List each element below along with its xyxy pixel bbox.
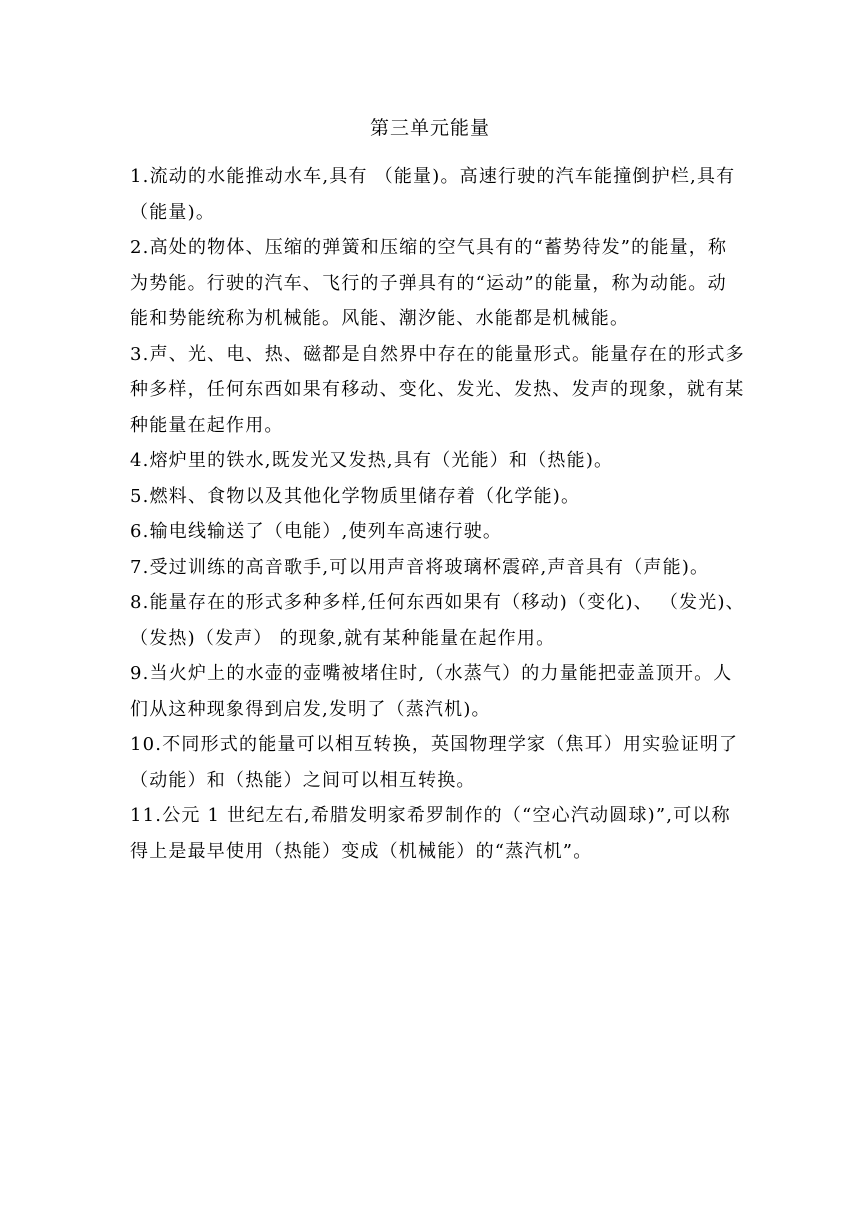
document-body (130, 159, 770, 869)
paragraph-line: 10.不同形式的能量可以相互转换，英国物理学家（焦耳）用实验证明了 (130, 734, 739, 755)
paragraph-line: 得上是最早使用（热能）变成（机械能）的“蒸汽机”。 (130, 840, 593, 862)
paragraph-line: 4.熔炉里的铁水,既发光又发热,具有（光能）和（热能)。 (130, 450, 614, 471)
paragraph-line: 种能量在起作用。 (130, 414, 284, 436)
paragraph-line: 9.当火炉上的水壶的壶嘴被堵住时,（水蒸气）的力量能把壶盖顶开。人 (130, 663, 733, 684)
paragraph-line: 11.公元 1 世纪左右,希腊发明家希罗制作的（“空心汽动圆球)”,可以称 (130, 805, 731, 826)
paragraph-line: 能和势能统称为机械能。风能、潮汐能、水能都是机械能。 (130, 308, 630, 329)
paragraph-line: 种多样，任何东西如果有移动、变化、发光、发热、发声的现象，就有某 (130, 379, 745, 400)
paragraph-2 (130, 230, 770, 337)
paragraph-line: 为势能。行驶的汽车、飞行的子弹具有的“运动”的能量，称为动能。动 (130, 272, 727, 294)
paragraph-line: 6.输电线输送了（电能）,使列车高速行驶。 (130, 521, 503, 542)
paragraph-3 (130, 337, 770, 444)
paragraph-line: 5.燃料、食物以及其他化学物质里储存着（化学能)。 (130, 485, 581, 507)
paragraph-line: （发热)（发声） 的现象,就有某种能量在起作用。 (130, 627, 556, 649)
paragraph-9 (130, 656, 770, 727)
paragraph-4 (130, 443, 770, 479)
paragraph-line: 8.能量存在的形式多种多样,任何东西如果有（移动)（变化)、 （发光)、 (130, 592, 745, 613)
paragraph-6 (130, 514, 770, 550)
paragraph-line: 7.受过训练的高音歌手,可以用声音将玻璃杯震碎,声音具有（声能)。 (130, 556, 710, 578)
paragraph-line: 1.流动的水能推动水车,具有 （能量)。高速行驶的汽车能撞倒护栏,具有 (130, 166, 736, 187)
paragraph-10 (130, 727, 770, 798)
paragraph-line: （能量)。 (130, 201, 216, 223)
paragraph-1 (130, 159, 770, 230)
paragraph-line: 3.声、光、电、热、磁都是自然界中存在的能量形式。能量存在的形式多 (130, 343, 745, 365)
paragraph-5 (130, 479, 770, 515)
paragraph-7 (130, 550, 770, 586)
paragraph-line: 们从这种现象得到启发,发明了（蒸汽机)。 (130, 698, 491, 720)
paragraph-11 (130, 798, 770, 869)
document-title: 第三单元能量 (369, 117, 490, 139)
paragraph-8 (130, 585, 770, 656)
paragraph-line: 2.高处的物体、压缩的弹簧和压缩的空气具有的“蓄势待发”的能量，称 (130, 237, 728, 258)
paragraph-line: （动能）和（热能）之间可以相互转换。 (130, 769, 476, 791)
